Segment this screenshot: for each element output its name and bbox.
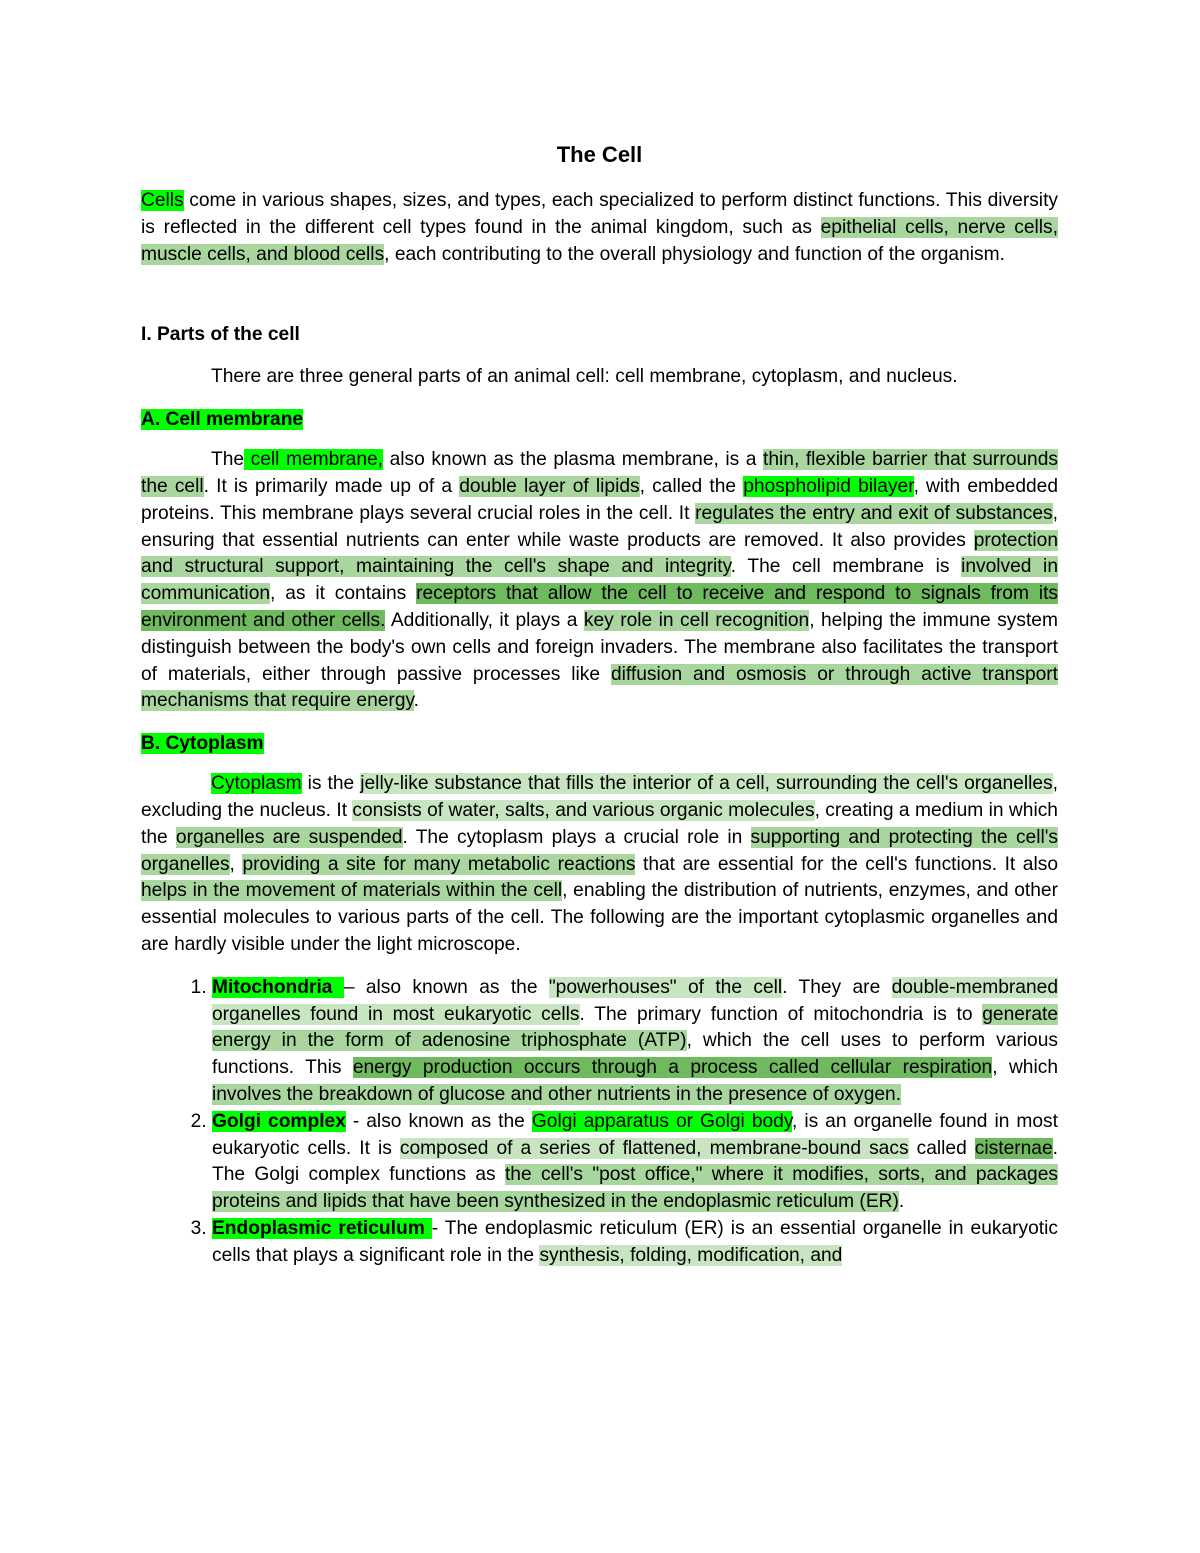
heading-highlight: A. Cell membrane bbox=[141, 409, 304, 431]
highlight: cisternae bbox=[974, 1137, 1053, 1159]
text-run: . bbox=[898, 1191, 905, 1213]
highlight: key role in cell recognition bbox=[583, 609, 810, 631]
cell-membrane-paragraph bbox=[141, 447, 1058, 715]
highlight: regulates the entry and exit of substances bbox=[695, 502, 1053, 524]
highlight: supporting and protecting the cell's organelles bbox=[141, 826, 1058, 875]
highlight: organelles are suspended bbox=[175, 826, 403, 848]
text-run: , helping the immune system distinguish between the body's own cells and foreign invaders. The membrane also facilitates the transport of materials, either through passive processes like bbox=[141, 609, 1058, 685]
text-run: called bbox=[908, 1137, 975, 1159]
text-run: that are essential for the cell's functions. It also bbox=[635, 853, 1059, 875]
subsection-heading-cell-membrane bbox=[141, 407, 1058, 433]
text-run: , as it contains bbox=[270, 583, 417, 605]
highlight: diffusion and osmosis or through active transport mechanisms that require energy bbox=[141, 663, 1059, 712]
document-content bbox=[141, 140, 1058, 1270]
section-heading: I. Parts of the cell bbox=[141, 324, 300, 346]
list-item-endoplasmic-reticulum bbox=[212, 1216, 1058, 1270]
highlight: consists of water, salts, and various organic molecules bbox=[352, 799, 815, 821]
text-run: . bbox=[413, 690, 420, 712]
highlight: the cell's "post office," where it modifies, sorts, and packages proteins and lipids that have been synthesized in the endoplasmic reticulum (ER) bbox=[212, 1164, 1058, 1213]
subsection-heading-cytoplasm bbox=[141, 731, 1058, 757]
document-title: The Cell bbox=[556, 142, 643, 167]
highlight: composed of a series of flattened, membrane-bound sacs bbox=[399, 1137, 909, 1159]
highlight: receptors that allow the cell to receive and respond to signals from its environment and other cells. bbox=[141, 583, 1058, 631]
highlight: synthesis, folding, modification, and bbox=[539, 1244, 843, 1266]
organelle-list bbox=[141, 975, 1058, 1270]
text-run: , bbox=[229, 853, 243, 875]
heading-highlight: B. Cytoplasm bbox=[141, 733, 264, 755]
text-run: , ensuring that essential nutrients can enter while waste products are removed. It also provides bbox=[141, 502, 1058, 551]
organelle-name: Mitochondria bbox=[212, 976, 344, 998]
highlight: energy production occurs through a process called cellular respiration bbox=[352, 1057, 993, 1079]
text-run: . It is primarily made up of a bbox=[203, 475, 460, 497]
highlight: "powerhouses" of the cell bbox=[548, 976, 783, 998]
highlight: phospholipid bilayer bbox=[743, 475, 914, 497]
highlight: protection and structural support, maintaining the cell's shape and integrity bbox=[141, 529, 1058, 578]
highlight: double layer of lipids bbox=[459, 475, 640, 497]
text-run: – also known as the bbox=[343, 976, 549, 998]
text-run: . The primary function of mitochondria is to bbox=[579, 1003, 983, 1025]
text-run: , is an organelle found in most eukaryotic cells. It is bbox=[212, 1110, 1058, 1159]
text-run: , with embedded proteins. This membrane plays several crucial roles in the cell. It bbox=[141, 475, 1059, 524]
highlight: providing a site for many metabolic reactions bbox=[242, 853, 636, 875]
text-run: is the bbox=[301, 773, 361, 795]
highlight: Cells bbox=[141, 190, 184, 211]
cytoplasm-paragraph bbox=[141, 771, 1058, 959]
section-intro-text: There are three general parts of an animal cell: cell membrane, cytoplasm, and nucleus. bbox=[211, 366, 958, 388]
highlight: cell membrane, bbox=[244, 449, 384, 471]
text-run: The bbox=[211, 449, 245, 471]
text-run: come in various shapes, sizes, and types, each specialized to perform distinct functions. This diversity is reflected in the different cell types found in the animal kingdom, such as bbox=[141, 190, 1058, 238]
text-run: , excluding the nucleus. It bbox=[141, 773, 1058, 821]
highlight: epithelial cells, nerve cells, muscle cells, and blood cells bbox=[141, 216, 1058, 265]
text-run: , enabling the distribution of nutrients, enzymes, and other essential molecules to various parts of the cell. The following are the important cytoplasmic organelles and are hardly visible under the light microscope. bbox=[141, 880, 1058, 955]
intro-paragraph bbox=[141, 188, 1058, 268]
highlight: Cytoplasm bbox=[211, 773, 302, 795]
highlight: jelly-like substance that fills the interior of a cell, surrounding the cell's organelles bbox=[360, 773, 1053, 795]
text-run: , called the bbox=[639, 475, 744, 497]
highlight: double-membraned organelles found in most eukaryotic cells bbox=[212, 976, 1058, 1025]
highlight: involves the breakdown of glucose and other nutrients in the presence of oxygen. bbox=[212, 1083, 902, 1105]
highlight: involved in communication bbox=[141, 556, 1058, 605]
text-run: . The Golgi complex functions as bbox=[212, 1137, 1058, 1186]
text-run: also known as the plasma membrane, is a bbox=[383, 449, 764, 471]
highlight: Golgi apparatus or Golgi body bbox=[531, 1110, 792, 1132]
text-run: . They are bbox=[782, 976, 892, 998]
text-run: , creating a medium in which the bbox=[141, 799, 1058, 848]
list-item-mitochondria bbox=[212, 975, 1058, 1109]
text-run: . The cytoplasm plays a crucial role in bbox=[402, 826, 751, 848]
highlight: thin, flexible barrier that surrounds the cell bbox=[141, 449, 1058, 497]
text-run: , which the cell uses to perform various functions. This bbox=[212, 1030, 1058, 1079]
highlight: generate energy in the form of adenosine triphosphate (ATP) bbox=[212, 1003, 1058, 1052]
organelle-name: Golgi complex bbox=[212, 1110, 346, 1132]
text-run: - The endoplasmic reticulum (ER) is an essential organelle in eukaryotic cells that plays a significant role in the bbox=[212, 1217, 1058, 1266]
organelle-name: Endoplasmic reticulum bbox=[212, 1217, 432, 1239]
text-run: Additionally, it plays a bbox=[385, 609, 584, 631]
list-item-golgi-complex bbox=[212, 1109, 1058, 1216]
highlight: helps in the movement of materials within the cell bbox=[141, 880, 563, 902]
text-run: - also known as the bbox=[345, 1110, 532, 1132]
text-run: . The cell membrane is bbox=[730, 556, 962, 578]
text-run: , each contributing to the overall physiology and function of the organism. bbox=[384, 243, 1005, 265]
text-run: , which bbox=[992, 1057, 1059, 1079]
